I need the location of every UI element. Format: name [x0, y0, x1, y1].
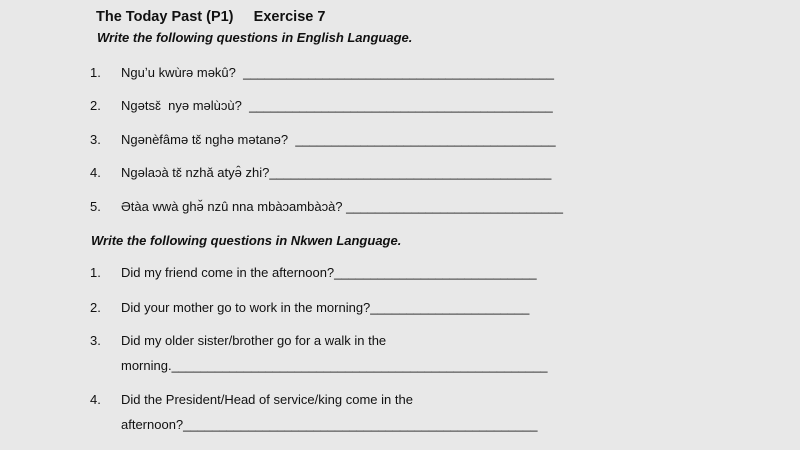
list-item	[90, 265, 537, 281]
item-number: 3.	[90, 132, 101, 147]
list-item	[90, 333, 386, 349]
item-number: 3.	[90, 333, 101, 348]
list-item	[90, 65, 554, 81]
list-item	[90, 132, 556, 148]
item-continuation: morning.____________________________________________________	[121, 358, 548, 373]
item-question: Ətàa wwà ghə̌ nzû nna mbàɔambàɔà? ______________________________	[121, 199, 564, 214]
item-question: Did my friend come in the afternoon?____________________________	[121, 265, 537, 280]
item-number: 4.	[90, 165, 101, 180]
list-item	[90, 392, 413, 408]
item-continuation: afternoon?_________________________________________________	[121, 417, 538, 432]
section1-instruction: Write the following questions in English Language.	[97, 30, 413, 45]
item-question: Ngətsɛ̌ nyə məlùɔù? __________________________________________	[121, 98, 553, 113]
page-title: The Today Past (P1) Exercise 7	[96, 9, 326, 25]
item-question: Ngəlaɔà tɛ̌ nzhǎ atyə̂ zhi?_______________________________________	[121, 165, 552, 180]
item-number: 1.	[90, 265, 101, 280]
item-number: 2.	[90, 98, 101, 113]
list-item	[90, 199, 563, 215]
item-number: 4.	[90, 392, 101, 407]
list-item	[90, 98, 553, 114]
item-question: Ngənèfâmə tɛ̌ nghə mətanə? ____________________________________	[121, 132, 556, 147]
item-question: Nguʼu kwùrə məkû? ___________________________________________	[121, 65, 554, 80]
section2-instruction: Write the following questions in Nkwen Language.	[91, 233, 402, 248]
item-question: Did the President/Head of service/king come in the	[121, 392, 413, 407]
item-question: Did my older sister/brother go for a walk in the	[121, 333, 387, 348]
item-number: 5.	[90, 199, 101, 214]
item-question: Did your mother go to work in the morning?______________________	[121, 300, 530, 315]
list-item	[90, 165, 551, 181]
item-number: 1.	[90, 65, 101, 80]
item-number: 2.	[90, 300, 101, 315]
list-item	[90, 300, 529, 316]
